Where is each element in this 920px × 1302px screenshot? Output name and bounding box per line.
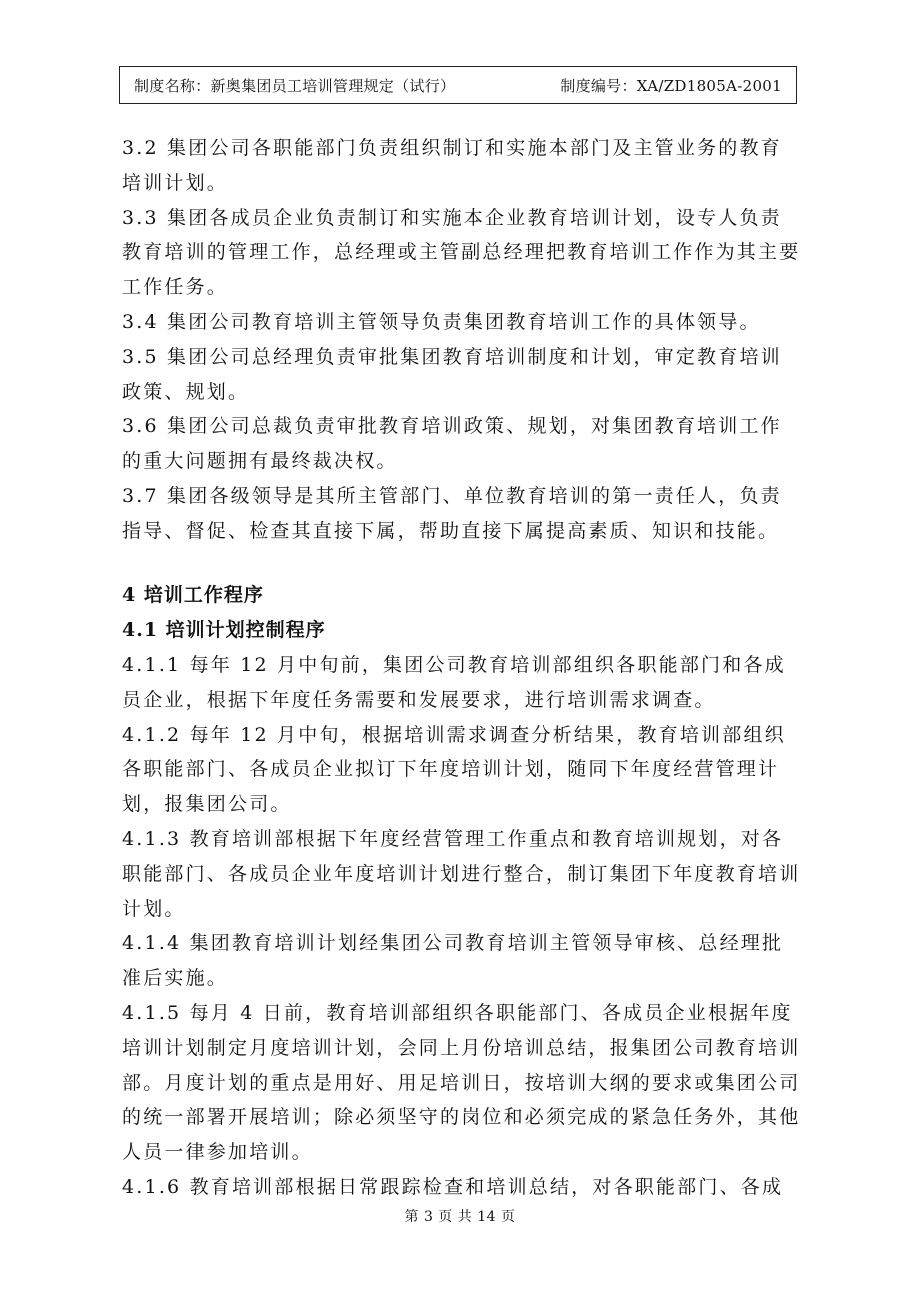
regulation-name: 制度名称：新奥集团员工培训管理规定（试行） <box>134 76 456 95</box>
paragraph-3-6: 3.6 集团公司总裁负责审批教育培训政策、规划，对集团教育培训工作的重大问题拥有最终裁决权。 <box>122 415 782 473</box>
body-section-3 <box>122 131 802 549</box>
body-section-4-1 <box>122 648 802 1205</box>
paragraph-4-1-1: 4.1.1 每年 12 月中旬前，集团公司教育培训部组织各职能部门和各成员企业，根据下年度任务需要和发展要求，进行培训需求调查。 <box>122 654 786 711</box>
paragraph-3-5: 3.5 集团公司总经理负责审批集团教育培训制度和计划，审定教育培训政策、规划。 <box>122 345 782 403</box>
paragraph-3-3: 3.3 集团各成员企业负责制订和实施本企业教育培训计划，设专人负责教育培训的管理工作，总经理或主管副总经理把教育培训工作作为其主要工作任务。 <box>122 206 801 299</box>
paragraph-3-4: 3.4 集团公司教育培训主管领导负责集团教育培训工作的具体领导。 <box>122 310 761 333</box>
paragraph-3-2: 3.2 集团公司各职能部门负责组织制订和实施本部门及主管业务的教育培训计划。 <box>122 137 782 194</box>
regulation-number: 制度编号：XA/ZD1805A-2001 <box>560 76 782 95</box>
section-4-1-heading: 4.1 培训计划控制程序 <box>122 619 326 641</box>
paragraph-3-7: 3.7 集团各级领导是其所主管部门、单位教育培训的第一责任人，负责指导、督促、检查其直接下属，帮助直接下属提高素质、知识和技能。 <box>122 484 782 542</box>
paragraph-4-1-3: 4.1.3 教育培训部根据下年度经营管理工作重点和教育培训规划，对各职能部门、各成员企业年度培训计划进行整合，制订集团下年度教育培训计划。 <box>122 827 801 920</box>
paragraph-4-1-4: 4.1.4 集团教育培训计划经集团公司教育培训主管领导审核、总经理批准后实施。 <box>122 932 784 990</box>
page-number-footer: 第 3 页 共 14 页 <box>404 1209 516 1225</box>
section-4-heading: 4 培训工作程序 <box>122 584 264 606</box>
paragraph-4-1-5: 4.1.5 每月 4 日前，教育培训部组织各职能部门、各成员企业根据年度培训计划制定月度培训计划，会同上月份培训总结，报集团公司教育培训部。月度计划的重点是用好、用足培训日，按培训大纲的要求或集团公司的统一部署开展培训；除必须坚守的岗位和必须完成的紧急任务外，其他人员一律参加培训。 <box>122 1001 801 1164</box>
paragraph-4-1-6: 4.1.6 教育培训部根据日常跟踪检查和培训总结，对各职能部门、各成 <box>122 1175 784 1198</box>
paragraph-4-1-2: 4.1.2 每年 12 月中旬，根据培训需求调查分析结果，教育培训部组织各职能部门、各成员企业拟订下年度培训计划，随同下年度经营管理计划，报集团公司。 <box>122 723 786 816</box>
document-header <box>119 66 797 104</box>
